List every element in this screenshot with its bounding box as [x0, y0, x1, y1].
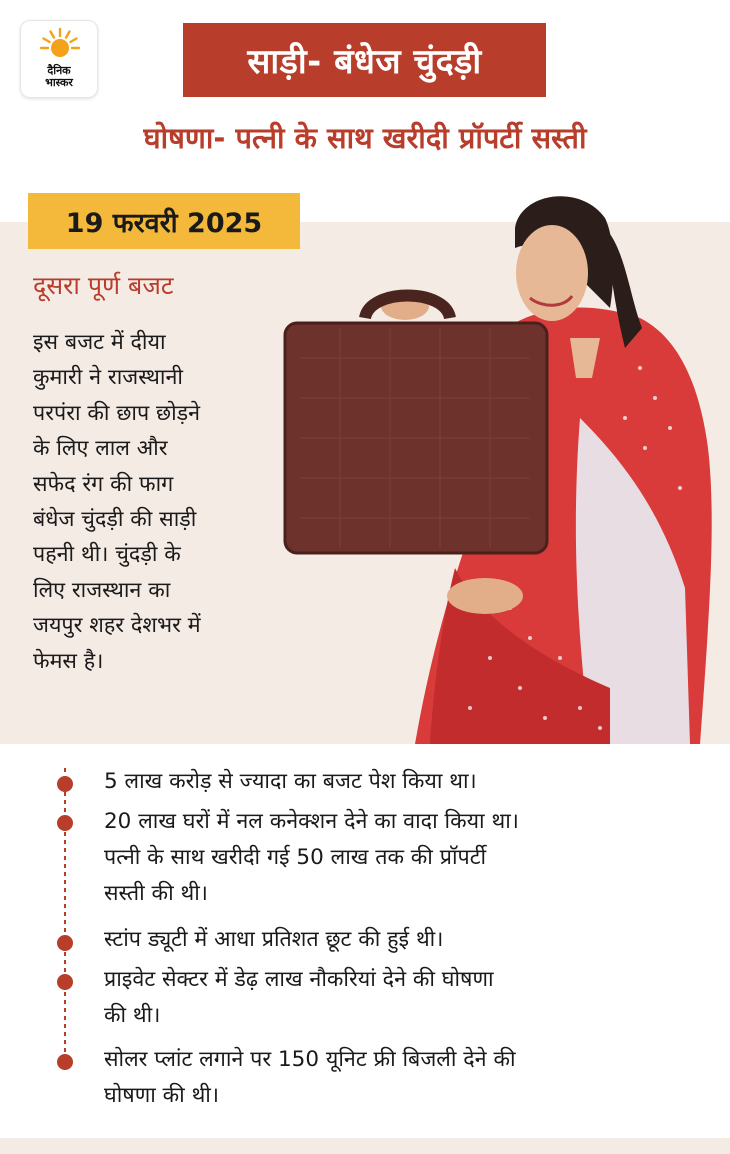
bullet-dot: [57, 776, 73, 792]
description-line: इस बजट में दीया: [33, 330, 166, 355]
budget-point-line: पत्नी के साथ खरीदी गई 50 लाख तक की प्रॉपर्टी: [104, 845, 487, 870]
budget-point-line: घोषणा की थी।: [104, 1083, 220, 1108]
description-line: सफेद रंग की फाग: [33, 471, 174, 497]
bullet-dot: [57, 935, 73, 951]
page-title: साड़ी- बंधेज चुंदड़ी: [183, 23, 546, 97]
announcement-heading: घोषणा- पत्नी के साथ खरीदी प्रॉपर्टी सस्ती: [143, 121, 587, 155]
budget-point: [104, 962, 704, 1034]
bullet-dot: [57, 974, 73, 990]
budget-point-line: सस्ती की थी।: [104, 881, 208, 906]
description-line: के लिए लाल और: [33, 436, 168, 462]
bullet-dot: [57, 1054, 73, 1070]
dainik-bhaskar-logo: [20, 20, 98, 98]
budget-point-line: स्टांप ड्यूटी में आधा प्रतिशत छूट की हुई थी।: [104, 927, 444, 952]
bullet-dot: [57, 815, 73, 831]
description-line: फेमस है।: [33, 648, 104, 674]
bullet-connector-line: [64, 768, 66, 1068]
budget-point-line: की थी।: [104, 1003, 161, 1028]
budget-point: [104, 1042, 704, 1114]
logo-text: [21, 65, 97, 89]
budget-point-line: प्राइवेट सेक्टर में डेढ़ लाख नौकरियां देने की घोषणा: [104, 967, 494, 992]
budget-subheading: दूसरा पूर्ण बजट: [33, 271, 174, 300]
budget-point: [104, 922, 704, 958]
budget-date: 19 फरवरी 2025: [28, 193, 300, 249]
budget-point: [104, 804, 704, 912]
budget-point: [104, 764, 704, 800]
footer-band: [0, 1138, 730, 1154]
budget-point-line: सोलर प्लांट लगाने पर 150 यूनिट फ्री बिजली देने की: [104, 1047, 516, 1072]
budget-point-line: 5 लाख करोड़ से ज्यादा का बजट पेश किया था।: [104, 769, 477, 794]
logo-line-1: दैनिक: [47, 64, 71, 77]
description-line: पहनी थी। चुंदड़ी के: [33, 542, 181, 568]
description-line: लिए राजस्थान का: [33, 577, 171, 603]
saree-description: [33, 325, 295, 679]
description-line: बंधेज चुंदड़ी की साड़ी: [33, 507, 197, 533]
logo-line-2: भास्कर: [45, 76, 73, 89]
description-line: कुमारी ने राजस्थानी: [33, 365, 183, 391]
budget-point-line: 20 लाख घरों में नल कनेक्शन देने का वादा किया था।: [104, 809, 519, 834]
description-line: जयपुर शहर देशभर में: [33, 613, 201, 639]
finance-minister-photo: [280, 188, 730, 744]
description-line: परपंरा की छाप छोड़ने: [33, 400, 201, 426]
